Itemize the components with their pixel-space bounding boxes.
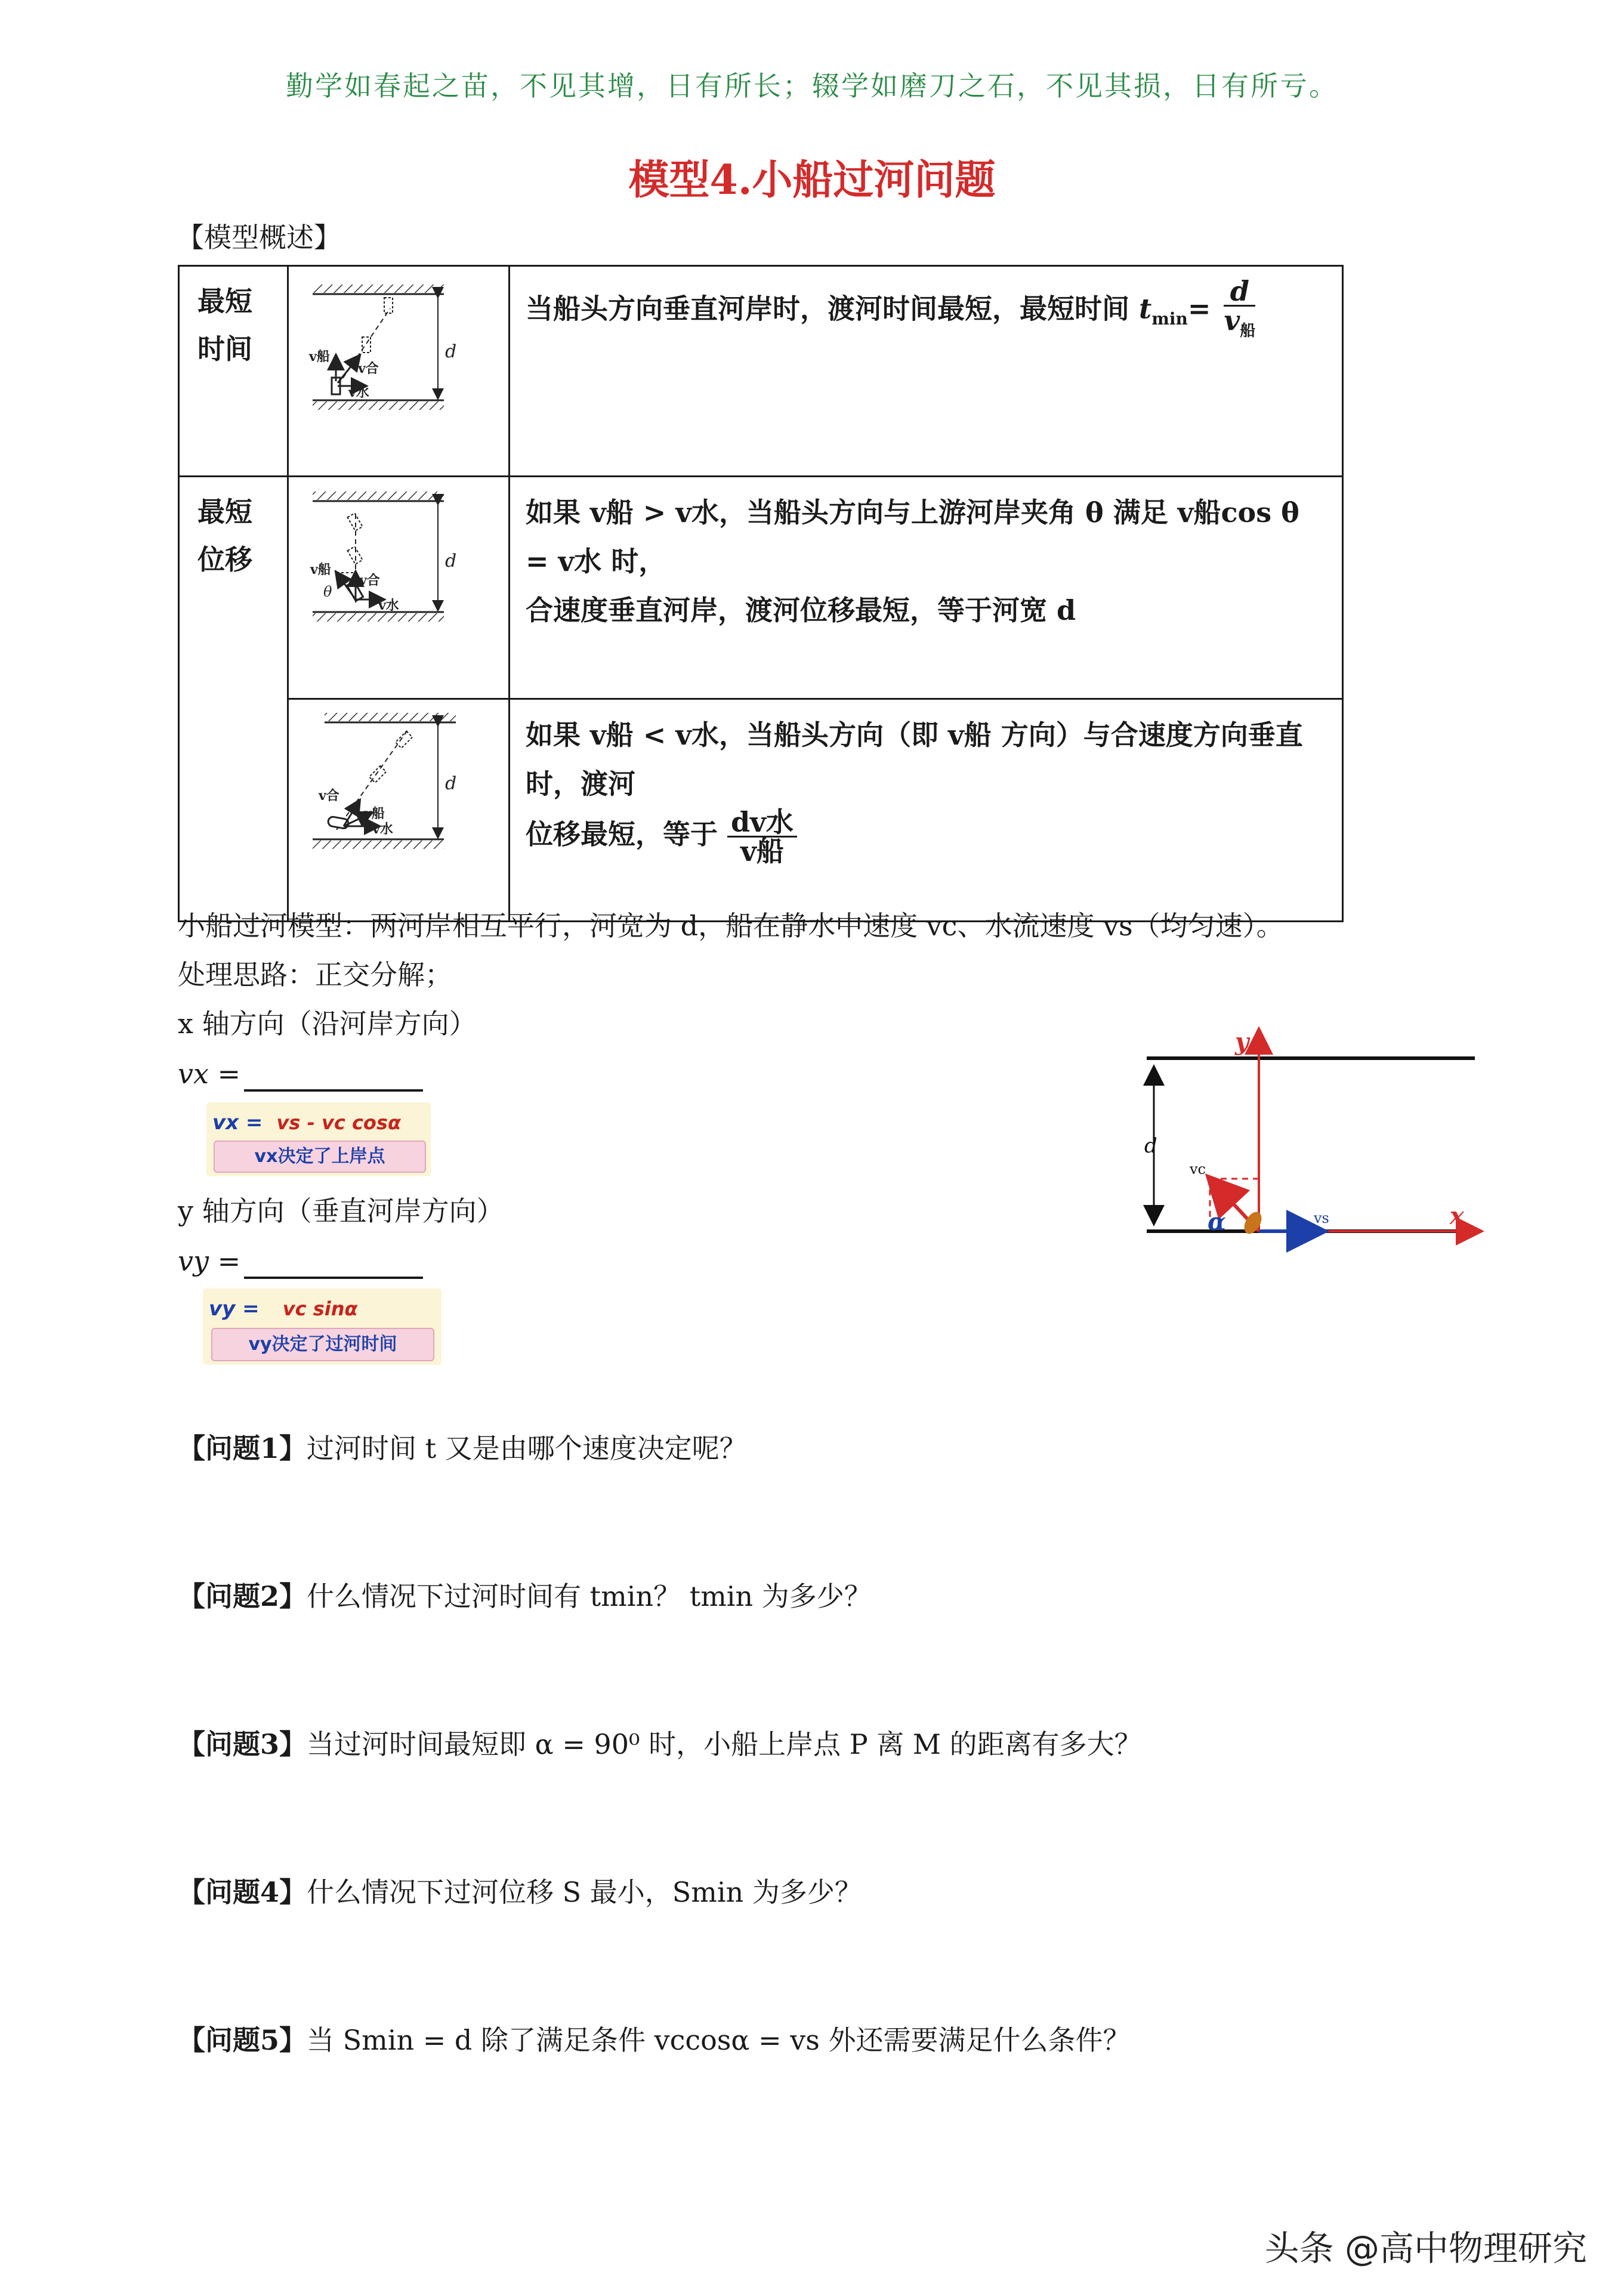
watermark: 头条 @高中物理研究 xyxy=(1264,2228,1587,2269)
svg-text:d: d xyxy=(445,341,457,362)
vy-formula-box: vy = vc sinα vy决定了过河时间 xyxy=(203,1288,441,1365)
svg-text:x: x xyxy=(1450,1202,1464,1230)
question-4: 【问题4】什么情况下过河位移 S 最小，Smin 为多少？ xyxy=(178,1876,862,1908)
svg-text:v合: v合 xyxy=(359,573,380,588)
figure-shortest-time xyxy=(288,266,510,477)
x-direction-text: x 轴方向（沿河岸方向） xyxy=(178,1008,477,1040)
svg-text:v船: v船 xyxy=(364,806,385,821)
overview-heading: 【模型概述】 xyxy=(177,221,341,254)
row-label: 最短 位移 xyxy=(179,477,288,922)
svg-text:v水: v水 xyxy=(378,598,399,613)
row-label: 最短 时间 xyxy=(179,266,288,477)
svg-text:d: d xyxy=(445,773,457,794)
overview-table xyxy=(178,265,1344,922)
page-title: 模型4.小船过河问题 xyxy=(628,156,996,204)
svg-text:vs: vs xyxy=(1314,1210,1329,1226)
svg-text:v合: v合 xyxy=(319,788,339,804)
table-row xyxy=(179,477,1343,699)
svg-text:v合: v合 xyxy=(358,361,379,376)
row-description: 如果 v船 < v水，当船头方向（即 v船 方向）与合速度方向垂直时，渡河 位移最短，等于 dv水 v船 xyxy=(510,699,1343,922)
question-1: 【问题1】过河时间 t 又是由哪个速度决定呢？ xyxy=(178,1432,747,1464)
table-row xyxy=(179,699,1343,922)
approach-text: 处理思路：正交分解； xyxy=(178,959,452,991)
svg-text:θ: θ xyxy=(323,583,332,600)
vx-formula-box: vx = vs - vc cosα vx决定了上岸点 xyxy=(206,1102,431,1176)
question-5: 【问题5】当 Smin = d 除了满足条件 vccosα = vs 外还需要满足什么条件？ xyxy=(178,2024,1131,2056)
vx-answer-line xyxy=(244,1061,423,1092)
svg-text:v船: v船 xyxy=(309,349,330,364)
svg-text:v水: v水 xyxy=(372,821,393,837)
motto: 勤学如春起之苗，不见其增，日有所长；辍学如磨刀之石，不见其损，日有所亏。 xyxy=(286,70,1338,102)
svg-text:d: d xyxy=(1144,1134,1157,1158)
figure-shortest-displacement-1 xyxy=(288,477,510,699)
model-statement: 小船过河模型：两河岸相互平行，河宽为 d，船在静水中速度 vc、水流速度 vs（均匀速）。 xyxy=(178,910,1284,942)
question-3: 【问题3】当过河时间最短即 α = 90⁰ 时，小船上岸点 P 离 M 的距离有多大？ xyxy=(178,1728,1142,1760)
row-description: 当船头方向垂直河岸时，渡河时间最短，最短时间 $t_{min}=$ d $v_船$ xyxy=(510,266,1343,477)
svg-text:y: y xyxy=(1235,1028,1249,1056)
svg-text:v水: v水 xyxy=(348,385,369,400)
row-description: 如果 v船 > v水，当船头方向与上游河岸夹角 θ 满足 v船cos θ = v水 时， 合速度垂直河岸，渡河位移最短，等于河宽 d xyxy=(510,477,1343,699)
y-direction-text: y 轴方向（垂直河岸方向） xyxy=(178,1195,504,1227)
svg-text:vc: vc xyxy=(1190,1161,1206,1178)
vy-blank: vy = xyxy=(178,1243,423,1279)
question-2: 【问题2】什么情况下过河时间有 tmin？ tmin 为多少？ xyxy=(178,1580,872,1612)
svg-text:α: α xyxy=(1208,1208,1226,1236)
vx-blank: vx = xyxy=(178,1056,423,1092)
vy-answer-line xyxy=(244,1248,423,1279)
axis-decomposition-figure xyxy=(1134,1014,1492,1253)
svg-text:v船: v船 xyxy=(310,562,331,577)
table-row xyxy=(179,266,1343,477)
figure-shortest-displacement-2 xyxy=(288,699,510,922)
svg-text:d: d xyxy=(445,551,457,571)
